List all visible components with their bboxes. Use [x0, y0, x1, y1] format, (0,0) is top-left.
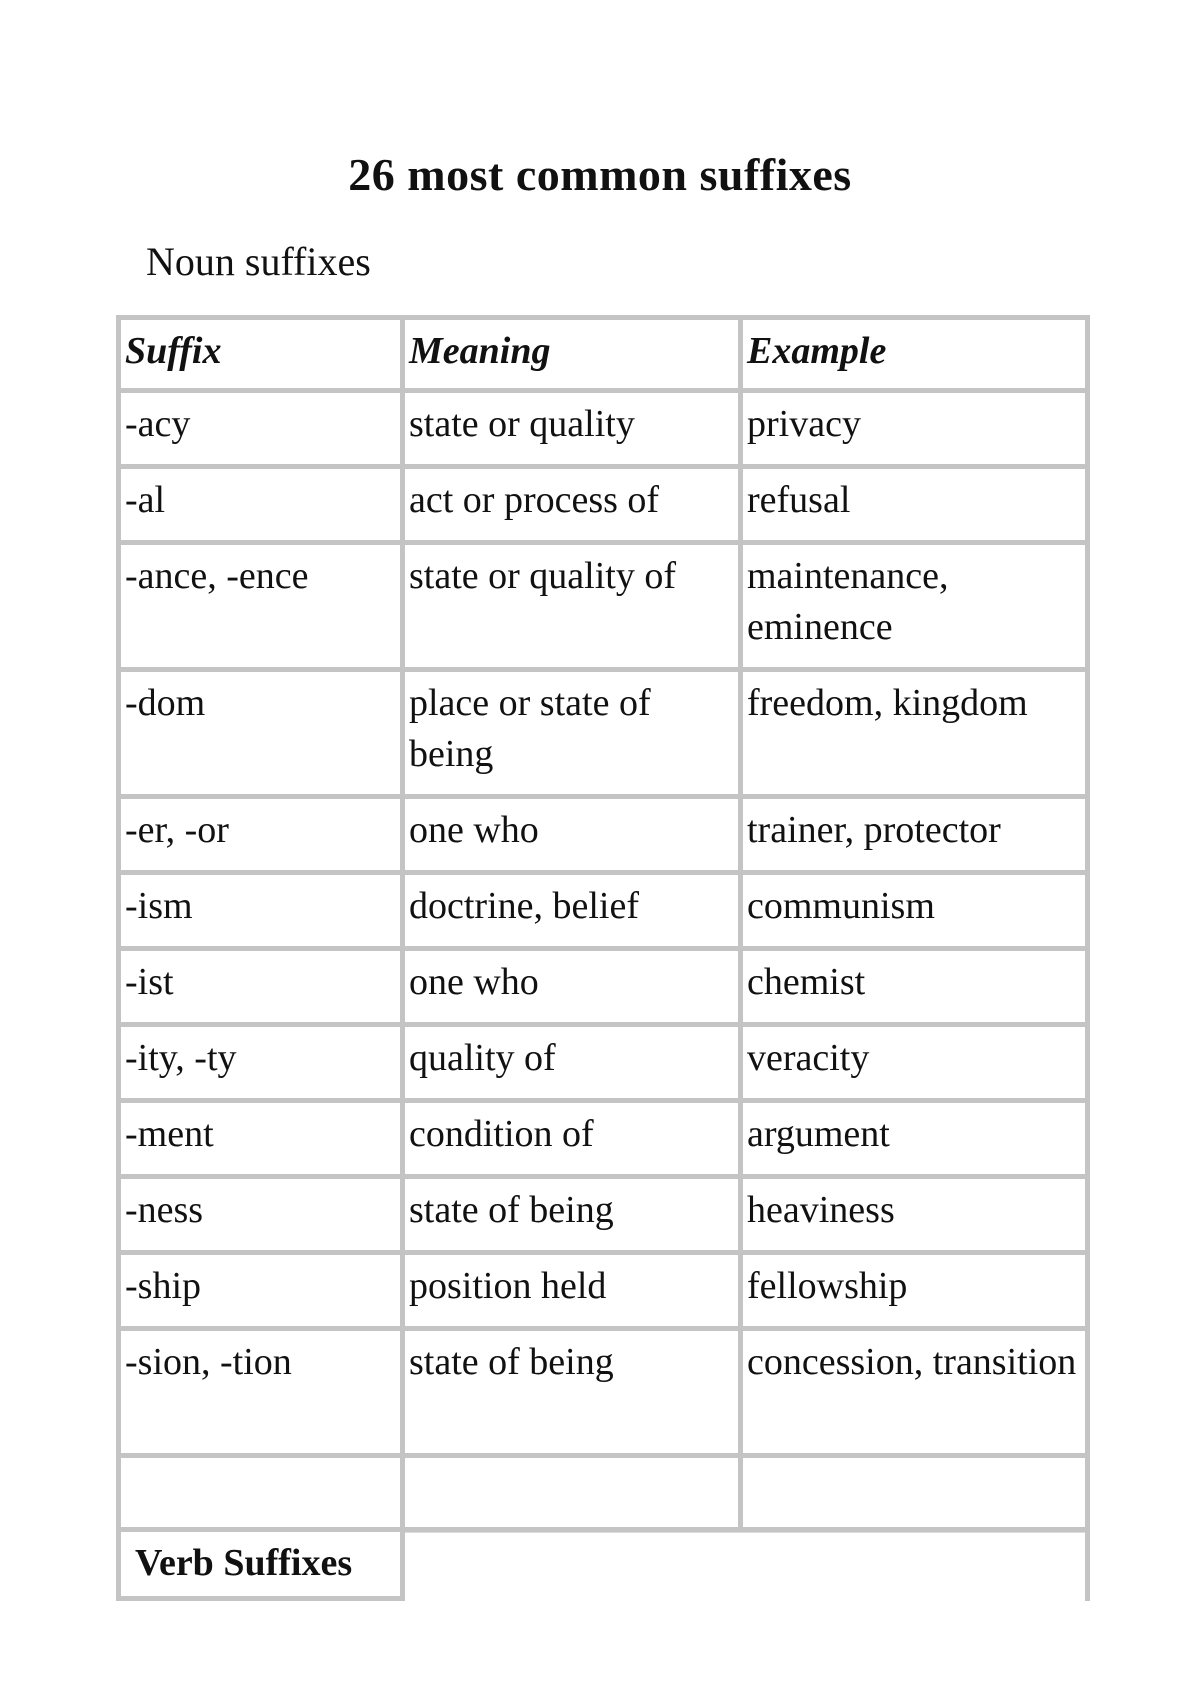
meaning-cell: state or quality of: [405, 545, 743, 667]
meaning-cell: position held: [405, 1255, 743, 1326]
table-row: [121, 672, 1085, 799]
header-example: Example: [747, 330, 887, 372]
suffix-cell: -ment: [121, 1103, 405, 1174]
empty-cell: [405, 1458, 743, 1527]
meaning-cell: act or process of: [405, 469, 743, 540]
table-row: [121, 1179, 1085, 1255]
meaning-cell: state of being: [405, 1179, 743, 1250]
example-cell: heaviness: [747, 1189, 895, 1231]
meaning-cell: one who: [405, 951, 743, 1022]
example-cell: communism: [747, 885, 935, 927]
table-row: [121, 1331, 1085, 1458]
table-row-empty: [121, 1458, 1085, 1532]
meaning-cell: quality of: [405, 1027, 743, 1098]
suffix-table: [116, 315, 1090, 1601]
example-cell: chemist: [747, 961, 866, 1003]
suffix-cell: -al: [121, 469, 405, 540]
suffix-cell: -ness: [121, 1179, 405, 1250]
suffix-cell: -er, -or: [121, 799, 405, 870]
meaning-cell: state or quality: [405, 393, 743, 464]
verb-suffixes-label: Verb Suffixes: [121, 1532, 405, 1601]
table-row: [121, 393, 1085, 469]
table-row: [121, 1255, 1085, 1331]
table-row: [121, 799, 1085, 875]
table-header-row: [121, 320, 1085, 393]
example-cell: maintenance, eminence: [747, 555, 949, 648]
example-cell: argument: [747, 1113, 890, 1155]
suffix-cell: -ance, -ence: [121, 545, 405, 667]
meaning-cell: condition of: [405, 1103, 743, 1174]
table-row: [121, 1103, 1085, 1179]
example-cell: freedom, kingdom: [747, 682, 1028, 724]
empty-cell: [405, 1532, 1085, 1601]
example-cell: veracity: [747, 1037, 870, 1079]
example-cell: concession, transition: [747, 1341, 1077, 1383]
table-row: [121, 545, 1085, 672]
table-row: [121, 875, 1085, 951]
suffix-cell: -dom: [121, 672, 405, 794]
suffix-cell: -ity, -ty: [121, 1027, 405, 1098]
example-cell: refusal: [747, 479, 851, 521]
table-row: [121, 1027, 1085, 1103]
section-label-noun-suffixes: Noun suffixes: [146, 239, 371, 284]
suffix-cell: -acy: [121, 393, 405, 464]
suffix-cell: -ship: [121, 1255, 405, 1326]
header-meaning: Meaning: [405, 320, 743, 388]
suffix-cell: -ist: [121, 951, 405, 1022]
verb-suffixes-row: [121, 1532, 1085, 1601]
empty-cell: [743, 1458, 1085, 1527]
suffix-cell: -ism: [121, 875, 405, 946]
meaning-cell: state of being: [405, 1331, 743, 1453]
example-cell: fellowship: [747, 1265, 908, 1307]
meaning-cell: doctrine, belief: [405, 875, 743, 946]
example-cell: privacy: [747, 403, 861, 445]
empty-cell: [121, 1458, 405, 1527]
meaning-cell: one who: [405, 799, 743, 870]
page-title: 26 most common suffixes: [348, 149, 852, 200]
header-suffix: Suffix: [121, 320, 405, 388]
meaning-cell: place or state of being: [405, 672, 743, 794]
table-row: [121, 469, 1085, 545]
example-cell: trainer, protector: [747, 809, 1001, 851]
suffix-cell: -sion, -tion: [121, 1331, 405, 1453]
table-row: [121, 951, 1085, 1027]
